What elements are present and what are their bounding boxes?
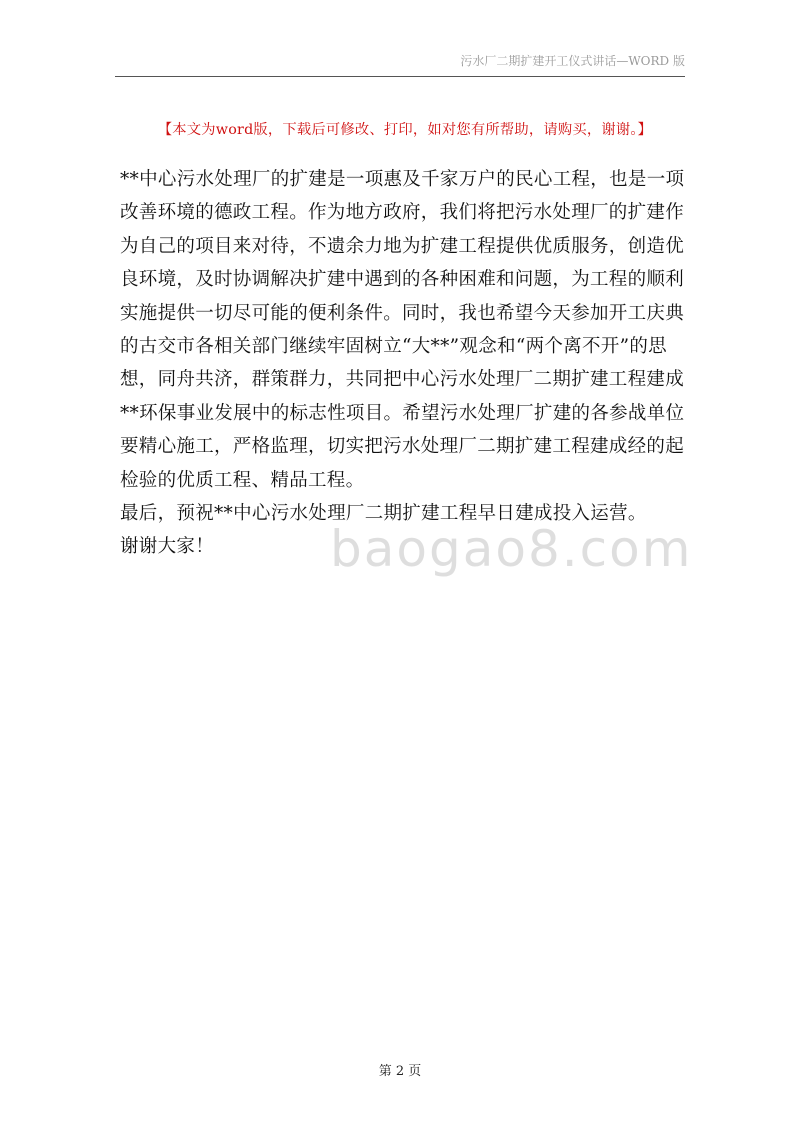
paragraph-line: 的古交市各相关部门继续牢固树立“大**”观念和“两个离不开”的思 [120,335,667,357]
paragraph-line: 为自己的项目来对待，不遗余力地为扩建工程提供优质服务，创造优 [120,235,685,257]
page-number: 第 2 页 [378,1064,422,1079]
watermark: baogao8.com [330,520,693,578]
paragraph-line: 改善环境的德政工程。作为地方政府，我们将把污水处理厂的扩建作 [120,202,685,224]
purchase-notice: 【本文为word版，下载后可修改、打印，如对您有所帮助，请购买，谢谢。】 [157,122,653,138]
thanks-line: 谢谢大家！ [120,536,215,558]
document-body [120,163,685,564]
paragraph-line: 要精心施工，严格监理，切实把污水处理厂二期扩建工程建成经的起 [120,436,685,458]
page-header-title: 污水厂二期扩建开工仪式讲话—WORD 版 [460,54,685,68]
paragraph-line: 检验的优质工程、精品工程。 [120,469,365,491]
paragraph-line: 想，同舟共济，群策群力，共同把中心污水处理厂二期扩建工程建成 [120,369,685,391]
paragraph-line: 实施提供一切尽可能的便利条件。同时，我也希望今天参加开工庆典 [120,302,685,324]
closing-line: 最后，预祝**中心污水处理厂二期扩建工程早日建成投入运营。 [120,502,647,524]
paragraph-line: 良环境，及时协调解决扩建中遇到的各种困难和问题，为工程的顺利 [120,269,685,291]
header-divider [115,76,685,77]
paragraph-line: **中心污水处理厂的扩建是一项惠及千家万户的民心工程，也是一项 [120,169,685,190]
paragraph-line: **环保事业发展中的标志性项目。希望污水处理厂扩建的各参战单位 [120,402,685,424]
